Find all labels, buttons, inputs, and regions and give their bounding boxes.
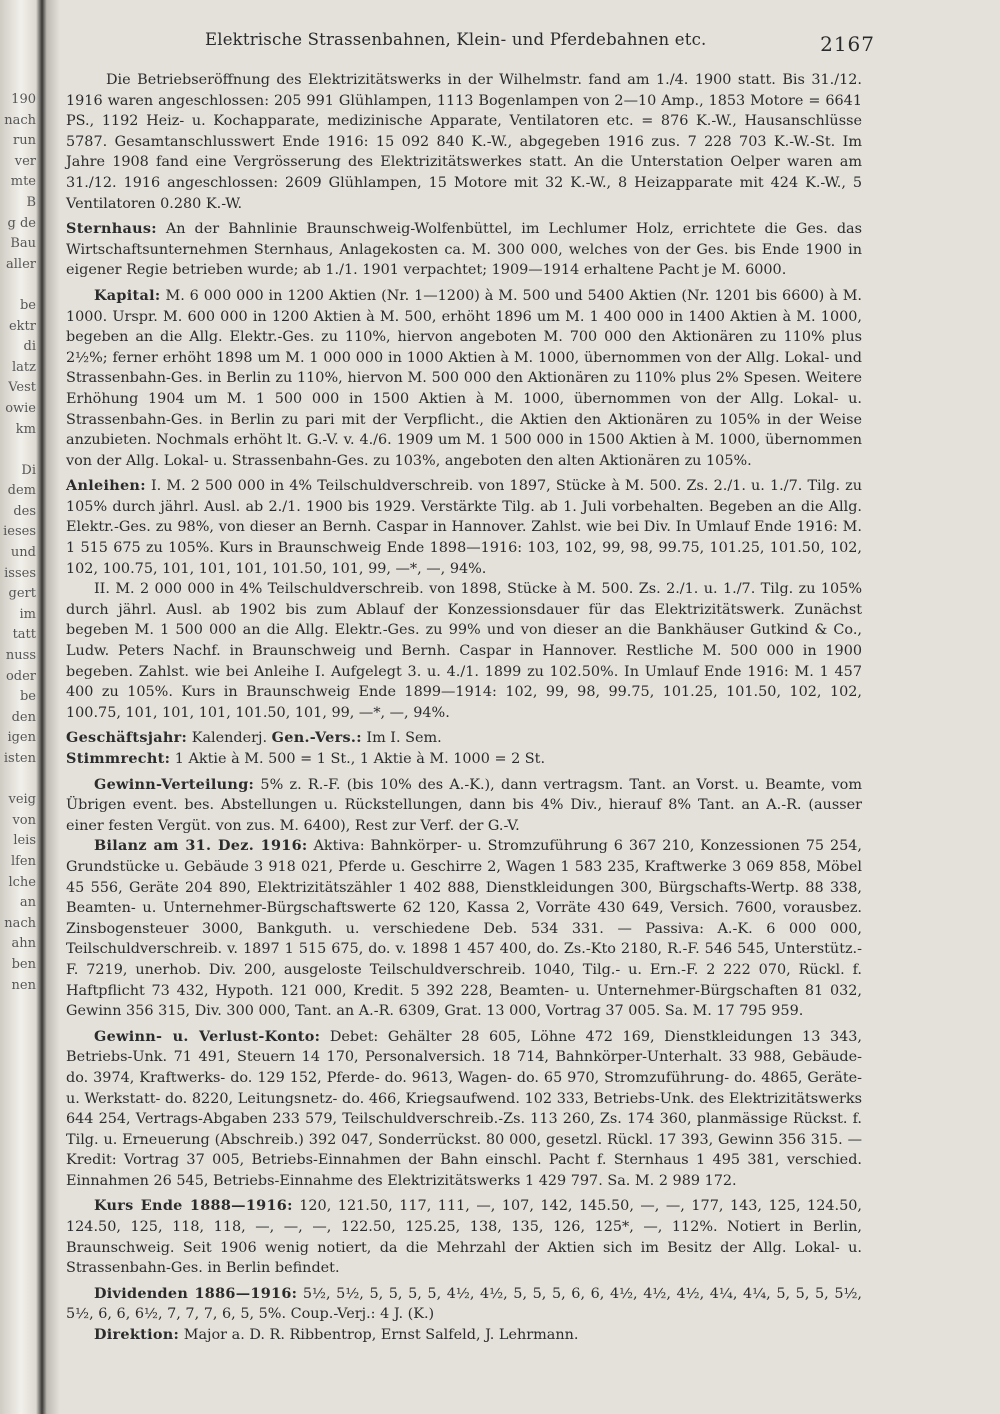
left-page-margin-fragments (0, 90, 40, 996)
margin-fragment: veig (8, 792, 36, 808)
gen-vers-label: Gen.-Vers.: (271, 729, 362, 747)
bilanz-section (66, 836, 862, 1021)
margin-fragment: lfen (10, 853, 36, 869)
margin-fragment: ektr (8, 318, 36, 334)
margin-fragment: von (12, 812, 36, 828)
margin-fragment: lche (8, 874, 36, 890)
gewinn-verteilung-section (66, 775, 862, 837)
kapital-label: Kapital: (94, 286, 161, 304)
margin-fragment: tatt (12, 627, 36, 643)
stimmrecht-label: Stimmrecht: (66, 750, 171, 767)
margin-fragment: ahn (11, 936, 36, 952)
margin-fragment (0, 275, 40, 296)
gewinn-verteilung-text: 5% z. R.-F. (bis 10% des A.-K.), dann vertragsm. Tant. an Vorst. u. Beamte, vom Übrigen event. bes. Abstellungen u. Rückstellungen, dann bis 4% Div., hierauf 8% Tant. an A.-R. (ausser einer festen Vergüt. von zus. M. 6400), Rest zur Verf. der G.-V. (66, 776, 862, 834)
kapital-section (66, 286, 862, 471)
direktion-label: Direktion: (94, 1326, 180, 1344)
anleihen-text-1: I. M. 2 500 000 in 4% Teilschuldverschreib. von 1897, Stücke à M. 500. Zs. 2./1. u. 1./7. Tilg. zu 105% durch jährl. Ausl. ab 2./1. 1900 bis 1929. Verstärkte Tilg. ab 1. Juli vorbehalten. Begeben an die Allg. Elektr.-Ges. zu 98%, von dieser an Bernh. Caspar in Hannover. Zahlst. wie bei Div. In Umlauf Ende 1916: M. 1 515 675 zu 105%. Kurs in Braunschweig Ende 1898—1916: 103, 102, 99, 98, 99.75, 101.25, 101.50, 102, 102, 100.75, 101, 101, 101, 101.50, 101, 99, —*, —, 94%. (66, 478, 863, 577)
sternhaus-label: Sternhaus: (66, 220, 157, 238)
stimmrecht-section (66, 749, 862, 770)
bilanz-label: Bilanz am 31. Dez. 1916: (94, 837, 308, 855)
margin-fragment: aller (6, 256, 36, 272)
gewinn-verteilung-label: Gewinn-Verteilung: (94, 775, 255, 793)
margin-fragment: oder (5, 668, 36, 684)
kurs-section (66, 1196, 862, 1278)
margin-fragment: nuss (5, 648, 36, 664)
margin-fragment: Bau (10, 236, 36, 252)
margin-fragment: latz (12, 359, 36, 375)
margin-fragment: ieses (3, 524, 36, 540)
direktion-text: Major a. D. R. Ribbentrop, Ernst Salfeld, J. Lehrmann. (183, 1327, 579, 1344)
margin-fragment: di (23, 339, 36, 355)
margin-fragment: km (15, 421, 36, 437)
margin-fragment: owie (5, 400, 36, 416)
margin-fragment: gert (8, 586, 36, 602)
margin-fragment: g de (7, 215, 36, 231)
page-number: 2167 (820, 32, 875, 56)
margin-fragment (0, 440, 40, 461)
page-header (205, 30, 875, 60)
margin-fragment: Di (21, 462, 36, 478)
margin-fragment: be (19, 297, 36, 313)
margin-fragment: 190 (11, 92, 36, 107)
margin-fragment: und (10, 545, 36, 561)
anleihen-section-2 (66, 579, 862, 723)
margin-fragment: nach (4, 915, 36, 931)
kapital-text: M. 6 000 000 in 1200 Aktien (Nr. 1—1200) à M. 500 und 5400 Aktien (Nr. 1201 bis 6600) à M. 1000. Urspr. M. 600 000 in 1200 Aktien à M. 500, erhöht 1896 um M. 1 400 000 in 1400 Aktien à M. 1000, begeben an die Allg. Elektr.-Ges. zu 110%, hiervon angeboten M. 700 000 den Aktionären zu 110% plus 2½%; ferner erhöht 1898 um M. 1 000 000 in 1000 Aktien à M. 1000, übernommen von der Allg. Lokal- und Strassenbahn-Ges. in Berlin zu 110%, hiervon M. 500 000 den Aktionären zu 110% plus 2% Spesen. Weitere Erhöhung 1904 um M. 1 500 000 in 1500 Aktien à M. 1000, übernommen von der Allg. Lokal- u. Strassenbahn-Ges. in Berlin zu pari mit der Verpflicht., die Aktien den Aktionären zu 105% in der Weise anzubieten. Nochmals erhöht lt. G.-V. v. 4./6. 1909 um M. 1 500 000 in 1500 Aktien à M. 1000, übernommen von der Allg. Lokal- u. Strassenbahn-Ges. zu 103%, angeboten den alten Aktionären zu 105%. (66, 287, 863, 469)
article-body (66, 70, 862, 1346)
gewinn-verlust-label: Gewinn- u. Verlust-Konto: (94, 1027, 321, 1045)
sternhaus-text: An der Bahnlinie Braunschweig-Wolfenbüttel, im Lechlumer Holz, errichtete die Ges. das Wirtschaftsunternehmen Sternhaus, Anlagekosten ca. M. 300 000, welches von der Ges. bis Ende 1900 in eigener Regie betrieben wurde; ab 1./1. 1901 verpachtet; 1909—1914 erhaltene Pacht je M. 6000. (66, 221, 862, 279)
geschaeftsjahr-text: Kalenderj. (191, 730, 268, 747)
margin-fragment: isses (4, 565, 36, 581)
margin-fragment: Vest (8, 380, 36, 396)
dividenden-section (66, 1284, 862, 1325)
margin-fragment: mte (10, 174, 36, 190)
dividenden-text: 5½, 5½, 5, 5, 5, 5, 4½, 4½, 5, 5, 5, 6, 6, 4½, 4½, 4½, 4¼, 4¼, 5, 5, 5, 5½, 5½, 6, 6, 6½, 7, 7, 7, 6, 5, 5%. Coup.-Verj.: 4 J. (K.) (66, 1285, 862, 1323)
kurs-label: Kurs Ende 1888—1916: (94, 1197, 293, 1215)
margin-fragment: isten (3, 751, 36, 766)
anleihen-label: Anleihen: (66, 477, 146, 495)
geschaeftsjahr-section (66, 728, 862, 749)
dividenden-label: Dividenden 1886—1916: (94, 1284, 298, 1302)
running-title: Elektrische Strassenbahnen, Klein- und Pferdebahnen etc. (205, 30, 707, 49)
intro-paragraph: Die Betriebseröffnung des Elektrizitätswerks in der Wilhelmstr. fand am 1./4. 1900 statt. Bis 31./12. 1916 waren angeschlossen: 205 991 Glühlampen, 1113 Bogenlampen von 2—10 Amp., 1853 Motore = 6641 PS., 1192 Heiz- u. Kochapparate, medizinische Apparate, Ventilatoren etc. = 876 K.-W., Hausanschlüsse 5787. Gesamtanschlusswert Ende 1916: 15 092 840 K.-W., abgegeben 1916 zus. 7 228 703 K.-W.-St. Im Jahre 1908 fand eine Vergrösserung des Elektrizitätswerkes statt. An die Unterstation Oelper waren am 31./12. 1916 angeschlossen: 2609 Glühlampen, 15 Motore mit 32 K.-W., 8 Heizapparate mit 424 K.-W., 5 Ventilatoren 0.280 K.-W. (66, 72, 862, 212)
bilanz-text: Aktiva: Bahnkörper- u. Stromzuführung 6 367 210, Konzessionen 75 254, Grundstücke u. Gebäude 3 918 021, Pferde u. Geschirre 2, Wagen 1 583 235, Kraftwerke 3 069 858, Möbel 45 556, Geräte 204 890, Elektrizitätszähler 1 402 888, Dienstkleidungen 300, Bürgschafts-Wertp. 88 338, Beamten- u. Unternehmer-Bürgschaftswerte 62 120, Kassa 2, Vorräte 430 649, Versich. 7600, vorausbez. Zinsbogensteuer 3000, Bankguth. u. verschiedene Deb. 534 331. — Passiva: A.-K. 6 000 000, Teilschuldverschreib. v. 1897 1 515 675, do. v. 1898 1 457 400, do. Zs.-Kto 2180, R.-F. 546 545, Unterstütz.-F. 7219, unerhob. Div. 200, ausgeloste Teilschuldverschreib. 1040, Tilg.- u. Ern.-F. 2 222 070, Rückl. f. Haftpflicht 73 432, Hypoth. 121 000, Kredit. 5 392 228, Beamten- u. Unternehmer-Bürgschaften 81 032, Gewinn 356 315, Div. 300 000, Tant. an A.-R. 6309, Grat. 13 000, Vortrag 37 005. Sa. M. 17 795 959. (66, 838, 862, 1020)
margin-fragment: den (11, 709, 36, 725)
gewinn-verlust-section (66, 1027, 862, 1192)
margin-fragment: im (19, 606, 36, 622)
margin-fragment: be (19, 689, 36, 705)
margin-fragment: B (26, 194, 36, 210)
gen-vers-text: Im I. Sem. (366, 730, 442, 747)
geschaeftsjahr-label: Geschäftsjahr: (66, 729, 188, 747)
margin-fragment: run (13, 133, 36, 149)
anleihen-text-2: II. M. 2 000 000 in 4% Teilschuldverschreib. von 1898, Stücke à M. 500. Zs. 2./1. u. 1./7. Tilg. zu 105% durch jährl. Ausl. ab 1902 bis zum Ablauf der Konzessionsdauer für das Elektrizitätswerk. Zunächst begeben M. 1 500 000 an die Allg. Elektr.-Ges. zu 99% und von dieser an die Bankhäuser Gutkind & Co., Ludw. Peters Nachf. in Braunschweig und Bernh. Caspar in Hannover. Restliche M. 500 000 in 1900 begeben. Zahlst. wie bei Anleihe I. Aufgelegt 3. u. 4./1. 1899 zu 102.50%. In Umlauf Ende 1916: M. 1 457 400 zu 105%. Kurs in Braunschweig Ende 1899—1914: 102, 99, 98, 99.75, 101.25, 101.50, 102, 102, 100.75, 101, 101, 101, 101.50, 101, 99, —*, —, 94%. (66, 581, 862, 721)
margin-fragment: ben (11, 956, 36, 972)
gewinn-verlust-text: Debet: Gehälter 28 605, Löhne 472 169, Dienstkleidungen 13 343, Betriebs-Unk. 71 491, Steuern 14 170, Personalversich. 18 714, Bahnkörper-Unterhalt. 33 988, Gebäude- do. 3974, Kraftwerks- do. 129 152, Pferde- do. 9613, Wagen- do. 65 970, Stromzuführung- do. 4865, Geräte- u. Werkstatt- do. 8220, Leitungsnetz- do. 466, Kriegsaufwend. 102 333, Betriebs-Unk. des Elektrizitätswerks 644 254, Vertrags-Abgaben 233 579, Teilschuldverschreib.-Zs. 113 260, Zs. 174 360, planmässige Rückst. f. Tilg. u. Erneuerung (Abschreib.) 392 047, Sonderrückst. 80 000, gesetzl. Rückl. 17 393, Gewinn 356 315. — Kredit: Vortrag 37 005, Betriebs-Einnahmen der Bahn einschl. Pacht f. Sternhaus 1 495 381, verschied. Einnahmen 26 545, Betriebs-Einnahme des Elektrizitätswerks 1 429 797. Sa. M. 2 989 172. (66, 1028, 862, 1189)
anleihen-section (66, 476, 862, 579)
margin-fragment (0, 770, 40, 791)
margin-fragment: leis (13, 833, 36, 849)
margin-fragment: an (19, 895, 36, 911)
margin-fragment: des (13, 503, 36, 519)
kurs-text: 120, 121.50, 117, 111, —, 107, 142, 145.50, —, —, 177, 143, 125, 124.50, 124.50, 125, 118, 118, —, —, —, 122.50, 125.25, 138, 135, 126, 125*, —, 112%. Notiert in Berlin, Braunschweig. Seit 1906 wenig notiert, da die Mehrzahl der Aktien sich im Besitz der Allg. Lokal- u. Strassenbahn-Ges. in Berlin befindet. (66, 1198, 862, 1277)
margin-fragment: dem (7, 483, 36, 499)
margin-fragment: ver (14, 153, 36, 169)
margin-fragment: nen (11, 977, 36, 993)
sternhaus-section (66, 219, 862, 281)
stimmrecht-text: 1 Aktie à M. 500 = 1 St., 1 Aktie à M. 1000 = 2 St. (174, 751, 546, 767)
margin-fragment: igen (7, 730, 36, 746)
direktion-section (66, 1325, 862, 1346)
margin-fragment: nach (4, 112, 36, 128)
